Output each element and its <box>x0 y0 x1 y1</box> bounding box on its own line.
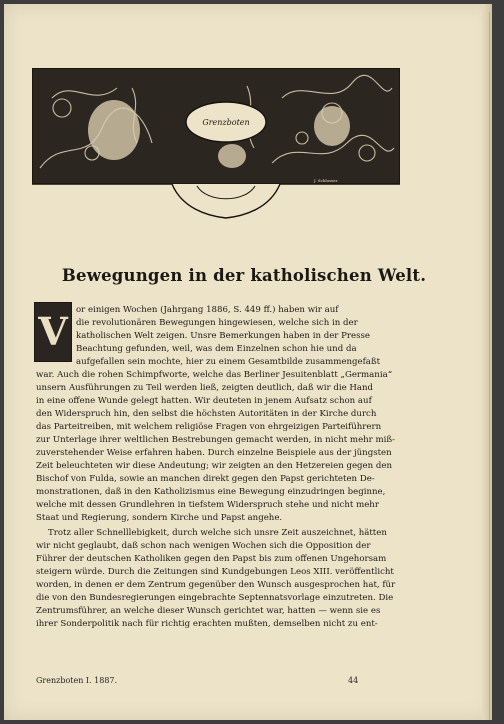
text-line: die von den Bundesregierungen eingebrachte Septennatsvorlage einzutreten. Die <box>36 593 394 603</box>
text-line: zur Unterlage ihrer weltlichen Bestrebungen gemacht werden, in nicht mehr miß- <box>36 435 396 445</box>
text-line: Zentrumsführer, an welche dieser Wunsch gerichtet war, hatten — wenn sie es <box>36 606 381 616</box>
text-line: Bischof von Fulda, sowie an manchen direkt gegen den Papst gerichteten De- <box>36 474 375 484</box>
journal-footer: Grenzboten I. 1887. <box>36 676 118 685</box>
text-line: das Parteitreiben, mit welchem religiöse Fragen von ehrgeizigen Parteiführern <box>36 422 382 432</box>
text-line: ihrer Sonderpolitik nach für richtig erachten mußten, demselben nicht zu ent- <box>36 619 378 629</box>
text-line: welche mit dessen Grundlehren in tiefstem Widerspruch stehe und nicht mehr <box>36 500 379 510</box>
text-line: steigern würde. Durch die Zeitungen sind Kundgebungen Leos XIII. veröffentlicht <box>36 567 394 577</box>
text-line: katholischen Welt zeigen. Unsre Bemerkungen haben in der Presse <box>76 331 371 341</box>
text-line: in eine offene Wunde gelegt hatten. Wir deuteten in jenem Aufsatz schon auf <box>36 396 372 406</box>
drop-cap-letter: V <box>38 309 68 354</box>
ornamental-header <box>32 68 400 220</box>
page-number: 44 <box>348 676 359 685</box>
artist-signature: J. Schlosser <box>314 178 338 183</box>
page-binding-edge <box>482 4 492 720</box>
book-page <box>4 4 492 720</box>
text-line: den Widerspruch hin, den selbst die höchsten Autoritäten in der Kirche durch <box>36 409 377 419</box>
text-line: Staat und Regierung, sondern Kirche und Papst angehe. <box>36 513 283 523</box>
text-line: zuverstehender Weise erfahren haben. Durch einzelne Beispiele aus der jüngsten <box>36 448 392 458</box>
text-line: aufgefallen sein mochte, hier zu einem Gesamtbilde zusammengefaßt <box>76 357 381 367</box>
banner-label: Grenzboten <box>202 118 250 127</box>
text-line: wir nicht geglaubt, daß schon nach wenigen Wochen sich die Opposition der <box>36 541 371 551</box>
text-line: worden, in denen er dem Zentrum gegenüber den Wunsch ausgesprochen hat, für <box>36 580 396 590</box>
text-line: Beachtung gefunden, weil, was dem Einzelnen schon hie und da <box>76 344 357 354</box>
text-line: die revolutionären Bewegungen hingewiesen, welche sich in der <box>76 318 358 328</box>
text-line: monstrationen, daß in den Katholizismus eine Bewegung einzudringen beginne, <box>36 487 386 497</box>
text-line: unsern Ausführungen zu Teil werden ließ, zeigten deutlich, daß wir die Hand <box>36 383 374 393</box>
text-line: Führer der deutschen Katholiken gegen den Papst bis zum offenen Ungehorsam <box>36 554 387 564</box>
text-line: Trotz aller Schnelllebigkeit, durch welche sich unsre Zeit auszeichnet, hätten <box>48 528 387 538</box>
text-line: war. Auch die rohen Schimpfworte, welche das Berliner Jesuitenblatt „Germania“ <box>36 370 393 380</box>
drop-cap <box>34 302 72 362</box>
page-edge-line <box>489 12 490 720</box>
article-title: Bewegungen in der katholischen Welt. <box>61 266 427 285</box>
ornament-illustration <box>32 68 400 220</box>
text-line: or einigen Wochen (Jahrgang 1886, S. 449 ff.) haben wir auf <box>76 305 339 315</box>
text-line: Zeit beleuchteten wir diese Andeutung; wir zeigten an den Hetzereien gegen den <box>36 461 393 471</box>
